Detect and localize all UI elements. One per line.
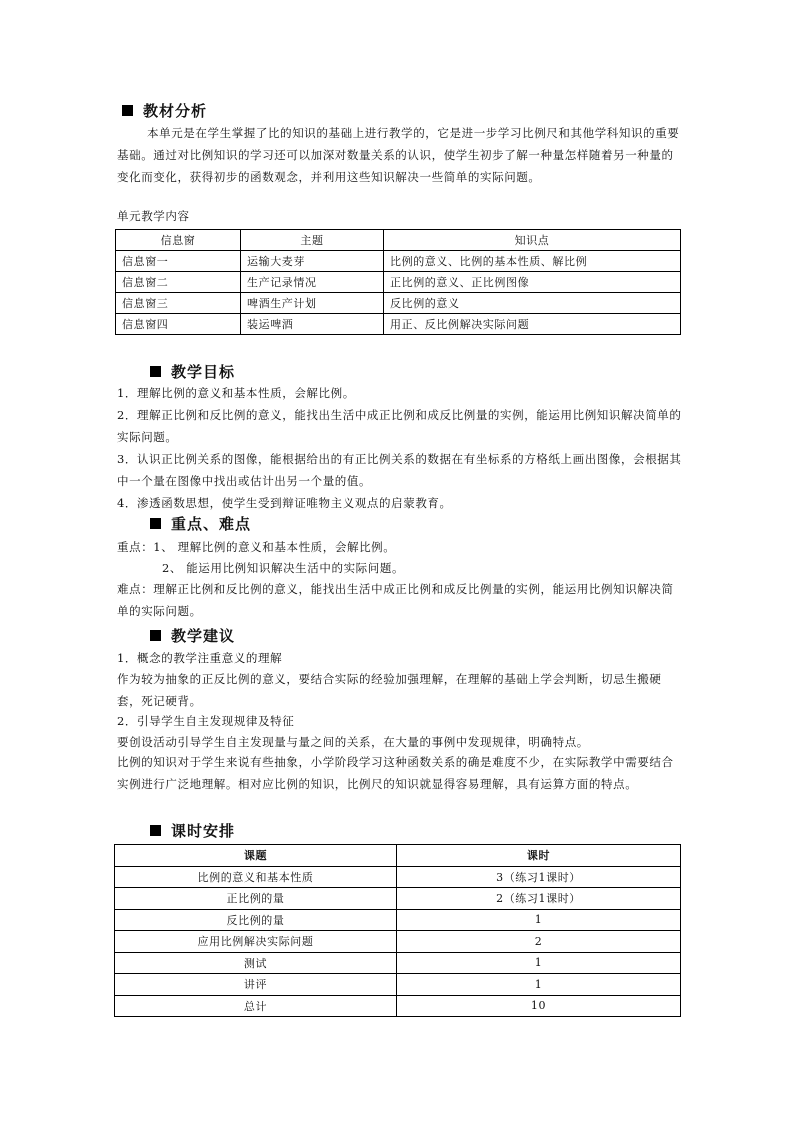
section-heading-keypoints: 重点、难点 [150, 513, 251, 534]
table-cell: 2 [397, 931, 681, 953]
goal-item: 4．渗透函数思想，使学生受到辩证唯物主义观点的启蒙教育。 [117, 496, 452, 510]
table-header-row [116, 230, 681, 251]
square-bullet-icon [150, 825, 161, 836]
table-row [115, 974, 681, 996]
table-cell: 信息窗三 [116, 293, 241, 314]
table-row [116, 251, 681, 272]
table-cell: 信息窗二 [116, 272, 241, 293]
table-row [115, 866, 681, 888]
table-cell: 啤酒生产计划 [241, 293, 384, 314]
table-row [116, 272, 681, 293]
table-row [115, 952, 681, 974]
table-cell: 应用比例解决实际问题 [115, 931, 397, 953]
table-cell: 信息窗一 [116, 251, 241, 272]
schedule-table [114, 844, 681, 1017]
square-bullet-icon [150, 630, 161, 641]
table-row [115, 888, 681, 910]
table-cell: 用正、反比例解决实际问题 [384, 314, 681, 335]
goal-item: 3．认识正比例关系的图像，能根据给出的有正比例关系的数据在有坐标系的方格纸上画出图像，会根据其中一个量在图像中找出或估计出另一个量的值。 [117, 452, 682, 488]
table-cell: 1 [397, 952, 681, 974]
analysis-paragraph: 本单元是在学生掌握了比的知识的基础上进行教学的，它是进一步学习比例尺和其他学科知识的重要基础。通过对比例知识的学习还可以加深对数量关系的认识，使学生初步了解一种量怎样随着另一种量的变化而变化，获得初步的函数观念，并利用这些知识解决一些简单的实际问题。 [117, 126, 680, 184]
table-cell: 比例的意义、比例的基本性质、解比例 [384, 251, 681, 272]
table-cell: 总计 [115, 995, 397, 1017]
square-bullet-icon [150, 518, 161, 529]
table-cell: 3（练习1课时） [397, 866, 681, 888]
table-cell: 正比例的量 [115, 888, 397, 910]
suggestion-paragraph: 比例的知识对于学生来说有些抽象，小学阶段学习这种函数关系的确是难度不少，在实际教学中需要结合实例进行广泛地理解。相对应比例的知识，比例尺的知识就显得容易理解，具有运算方面的特点。 [117, 755, 674, 791]
header-cell: 信息窗 [116, 230, 241, 251]
table-cell: 1 [397, 974, 681, 996]
table-cell: 信息窗四 [116, 314, 241, 335]
table-cell: 讲评 [115, 974, 397, 996]
section-heading-suggestions: 教学建议 [150, 625, 235, 646]
suggestion-paragraph: 作为较为抽象的正反比例的意义，要结合实际的经验加强理解，在理解的基础上学会判断，切忌生搬硬套，死记硬背。 [117, 672, 662, 708]
table-cell: 反比例的意义 [384, 293, 681, 314]
table-cell: 装运啤酒 [241, 314, 384, 335]
difficulty-paragraph: 难点：理解正比例和反比例的意义，能找出生活中成正比例和成反比例量的实例，能运用比例知识解决简单的实际问题。 [117, 582, 674, 618]
table-cell: 运输大麦芽 [241, 251, 384, 272]
table-cell: 比例的意义和基本性质 [115, 866, 397, 888]
suggestion-heading: 2．引导学生自主发现规律及特征 [117, 714, 295, 728]
unit-content-table [115, 229, 681, 335]
section-heading-schedule: 课时安排 [150, 820, 235, 841]
table-row [115, 909, 681, 931]
table-header-row [115, 845, 681, 867]
table-row [115, 931, 681, 953]
header-cell: 课题 [115, 845, 397, 867]
header-cell: 知识点 [384, 230, 681, 251]
square-bullet-icon [150, 366, 161, 377]
table-row [115, 995, 681, 1017]
table-cell: 2（练习1课时） [397, 888, 681, 910]
table-cell: 正比例的意义、正比例图像 [384, 272, 681, 293]
suggestion-paragraph: 要创设活动引导学生自主发现量与量之间的关系，在大量的事例中发现规律，明确特点。 [117, 735, 589, 749]
goal-item: 2．理解正比例和反比例的意义，能找出生活中成正比例和成反比例量的实例，能运用比例知识解决简单的实际问题。 [117, 408, 682, 444]
table-row [116, 293, 681, 314]
section-heading-analysis: 教材分析 [122, 100, 207, 121]
table-cell: 测试 [115, 952, 397, 974]
table-cell: 10 [397, 995, 681, 1017]
keypoint-line: 重点：1、 理解比例的意义和基本性质，会解比例。 [117, 540, 396, 554]
table-caption: 单元教学内容 [117, 209, 190, 223]
section-heading-goals: 教学目标 [150, 361, 235, 382]
table-row [116, 314, 681, 335]
keypoint-line: 2、 能运用比例知识解决生活中的实际问题。 [162, 561, 405, 575]
square-bullet-icon [122, 105, 133, 116]
goals-list [117, 382, 683, 514]
goal-item: 1．理解比例的意义和基本性质，会解比例。 [117, 386, 355, 400]
table-cell: 生产记录情况 [241, 272, 384, 293]
table-cell: 1 [397, 909, 681, 931]
table-cell: 反比例的量 [115, 909, 397, 931]
header-cell: 课时 [397, 845, 681, 867]
header-cell: 主题 [241, 230, 384, 251]
suggestion-heading: 1．概念的教学注重意义的理解 [117, 651, 283, 665]
